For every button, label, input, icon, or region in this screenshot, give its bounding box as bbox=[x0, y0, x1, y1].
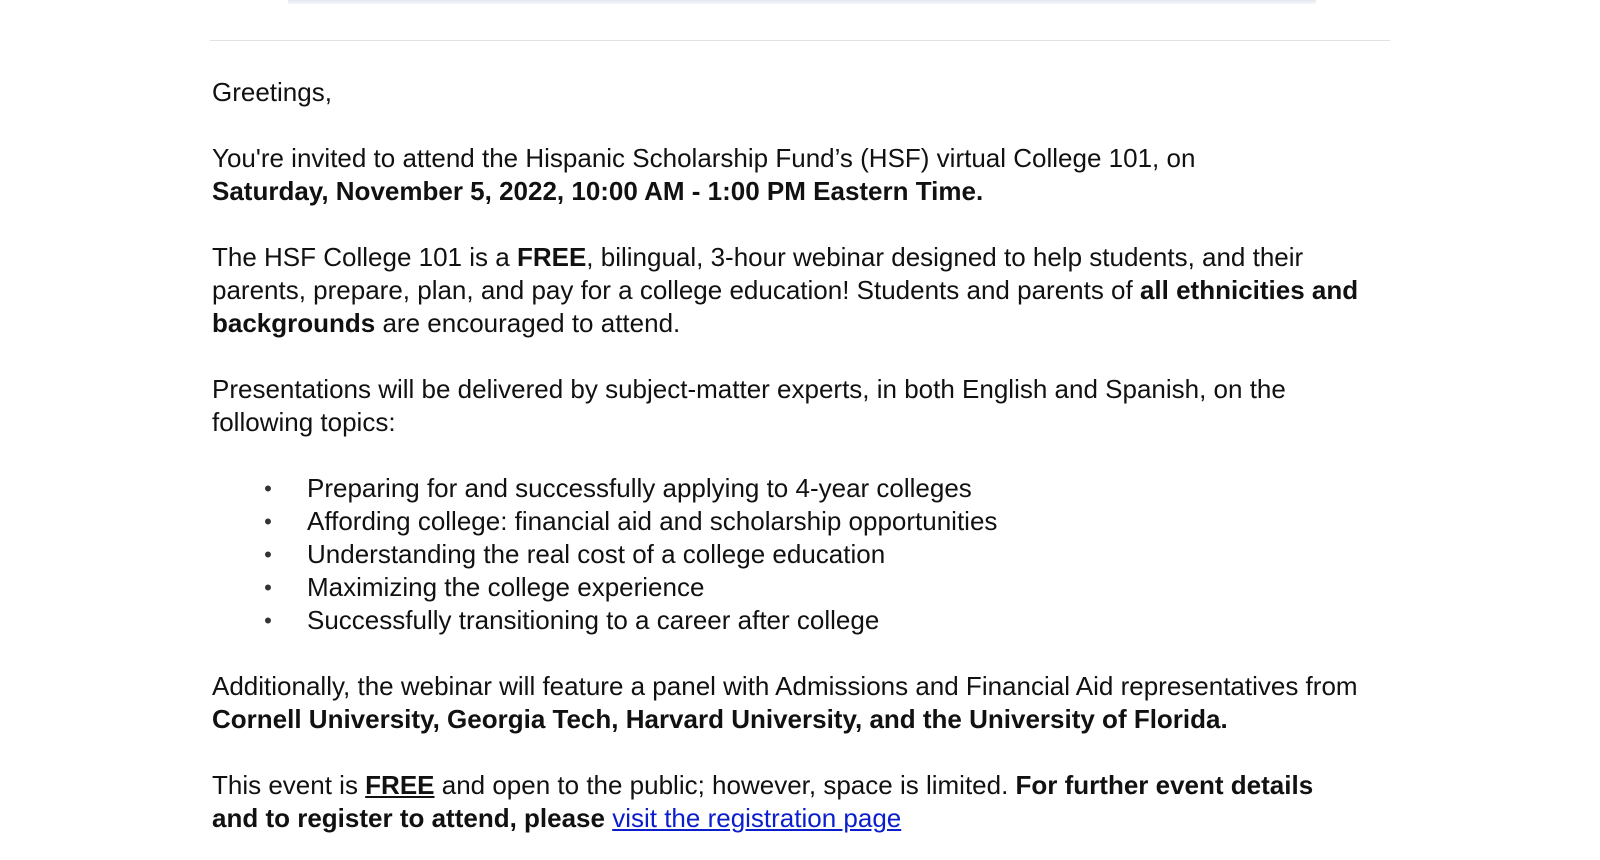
list-item bbox=[212, 538, 1362, 571]
bullet-icon: • bbox=[264, 608, 272, 633]
event-datetime: Saturday, November 5, 2022, 10:00 AM - 1:00 PM Eastern Time. bbox=[212, 176, 984, 206]
about-paragraph bbox=[212, 241, 1362, 340]
bullet-icon: • bbox=[264, 575, 272, 600]
bullet-icon: • bbox=[264, 542, 272, 567]
about-text-1: The HSF College 101 is a bbox=[212, 242, 517, 272]
top-banner-edge bbox=[288, 0, 1316, 4]
registration-link[interactable]: visit the registration page bbox=[612, 803, 902, 833]
bullet-icon: • bbox=[264, 509, 272, 534]
registration-cta: For further event details and to register to attend, please bbox=[212, 770, 1314, 833]
event-text-2: and open to the public; however, space is limited. bbox=[434, 770, 1016, 800]
panel-text: Additionally, the webinar will feature a panel with Admissions and Financial Aid representatives from bbox=[212, 671, 1358, 701]
about-text-2: , bilingual, 3-hour webinar designed to help students, and their parents, prepare, plan, and pay for a college education! Students and parents of bbox=[212, 242, 1304, 305]
presentations-paragraph: Presentations will be delivered by subject-matter experts, in both English and Spanish, on the following topics: bbox=[212, 374, 1286, 437]
topic-text: Understanding the real cost of a college education bbox=[307, 539, 886, 569]
universities-emphasis: Cornell University, Georgia Tech, Harvard University, and the University of Florida. bbox=[212, 704, 1228, 734]
panel-paragraph bbox=[212, 670, 1362, 736]
topic-text: Maximizing the college experience bbox=[307, 572, 705, 602]
free-emphasis: FREE bbox=[516, 242, 587, 272]
event-text-1: This event is bbox=[212, 770, 366, 800]
header-divider bbox=[210, 40, 1390, 41]
topic-text: Successfully transitioning to a career after college bbox=[307, 605, 880, 635]
list-item bbox=[212, 472, 1362, 505]
event-paragraph bbox=[212, 769, 1362, 835]
about-text-3: are encouraged to attend. bbox=[375, 308, 681, 338]
list-item bbox=[212, 571, 1362, 604]
email-body bbox=[212, 76, 1362, 860]
topics-list bbox=[212, 472, 1362, 637]
ethnicities-emphasis: all ethnicities and backgrounds bbox=[212, 275, 1359, 338]
topic-text: Preparing for and successfully applying to 4-year colleges bbox=[307, 473, 972, 503]
topic-text: Affording college: financial aid and scholarship opportunities bbox=[307, 506, 998, 536]
greeting: Greetings, bbox=[212, 77, 332, 107]
list-item bbox=[212, 604, 1362, 637]
bullet-icon: • bbox=[264, 476, 272, 501]
invite-paragraph bbox=[212, 142, 1362, 208]
list-item bbox=[212, 505, 1362, 538]
free-underlined: FREE bbox=[365, 770, 435, 800]
invite-text: You're invited to attend the Hispanic Scholarship Fund’s (HSF) virtual College 101, on bbox=[212, 143, 1196, 173]
